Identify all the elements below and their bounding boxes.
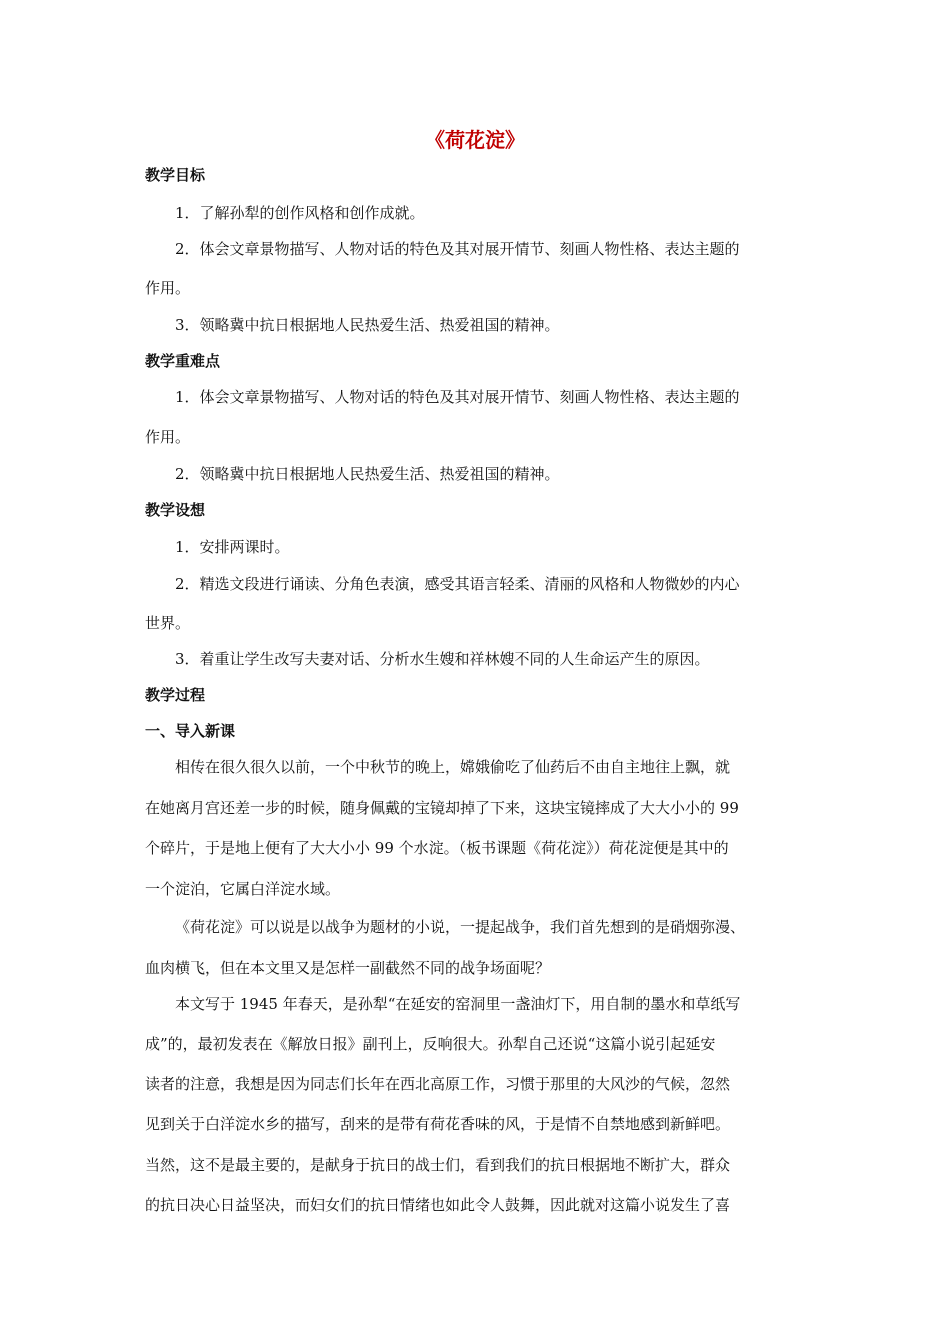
plan-line: 世界。 (145, 614, 191, 632)
plan-line: 3．着重让学生改写夫妻对话、分析水生嫂和祥林嫂不同的人生命运产生的原因。 (175, 650, 710, 668)
paragraph-line: 成”的，最初发表在《解放日报》副刊上，反响很大。孙犁自己还说“这篇小说引起延安 (145, 1035, 716, 1053)
goal-line: 3．领略冀中抗日根据地人民热爱生活、热爱祖国的精神。 (175, 316, 560, 334)
paragraph-line: 的抗日决心日益坚决，而妇女们的抗日情绪也如此令人鼓舞，因此就对这篇小说发生了喜 (145, 1196, 731, 1214)
paragraph-line: 相传在很久很久以前，一个中秋节的晚上，嫦娥偷吃了仙药后不由自主地往上飘，就 (175, 758, 731, 776)
paragraph-line: 读者的注意，我想是因为同志们长年在西北高原工作，习惯于那里的大风沙的气候，忽然 (145, 1075, 731, 1093)
goal-line: 2．体会文章景物描写、人物对话的特色及其对展开情节、刻画人物性格、表达主题的 (175, 240, 740, 258)
document-title: 《荷花淀》 (425, 128, 525, 152)
key-line: 1．体会文章景物描写、人物对话的特色及其对展开情节、刻画人物性格、表达主题的 (175, 388, 740, 406)
paragraph-line: 个碎片，于是地上便有了大大小小 99 个水淀。（板书课题《荷花淀》）荷花淀便是其中的 (145, 839, 729, 857)
paragraph-line: 血肉横飞，但在本文里又是怎样一副截然不同的战争场面呢？ (145, 959, 551, 977)
section-heading-process: 教学过程 (145, 686, 206, 704)
subsection-heading-intro: 一、导入新课 (145, 722, 236, 740)
plan-line: 1．安排两课时。 (175, 538, 290, 556)
section-heading-goals: 教学目标 (145, 166, 206, 184)
key-line: 作用。 (145, 428, 191, 446)
paragraph-line: 《荷花淀》可以说是以战争为题材的小说，一提起战争，我们首先想到的是硝烟弥漫、 (175, 918, 746, 936)
section-heading-key: 教学重难点 (145, 352, 221, 370)
paragraph-line: 当然，这不是最主要的，是献身于抗日的战士们，看到我们的抗日根据地不断扩大，群众 (145, 1156, 731, 1174)
key-line: 2．领略冀中抗日根据地人民热爱生活、热爱祖国的精神。 (175, 465, 560, 483)
goal-line: 作用。 (145, 279, 191, 297)
goal-line: 1．了解孙犁的创作风格和创作成就。 (175, 204, 425, 222)
paragraph-line: 本文写于 1945 年春天，是孙犁“在延安的窑洞里一盏油灯下，用自制的墨水和草纸写 (175, 995, 741, 1013)
plan-line: 2．精选文段进行诵读、分角色表演，感受其语言轻柔、清丽的风格和人物微妙的内心 (175, 575, 740, 593)
paragraph-line: 一个淀泊，它属白洋淀水域。 (145, 880, 341, 898)
paragraph-line: 见到关于白洋淀水乡的描写，刮来的是带有荷花香味的风，于是情不自禁地感到新鲜吧。 (145, 1115, 731, 1133)
section-heading-plan: 教学设想 (145, 501, 206, 519)
paragraph-line: 在她离月宫还差一步的时候，随身佩戴的宝镜却掉了下来，这块宝镜摔成了大大小小的 99 (145, 799, 739, 817)
